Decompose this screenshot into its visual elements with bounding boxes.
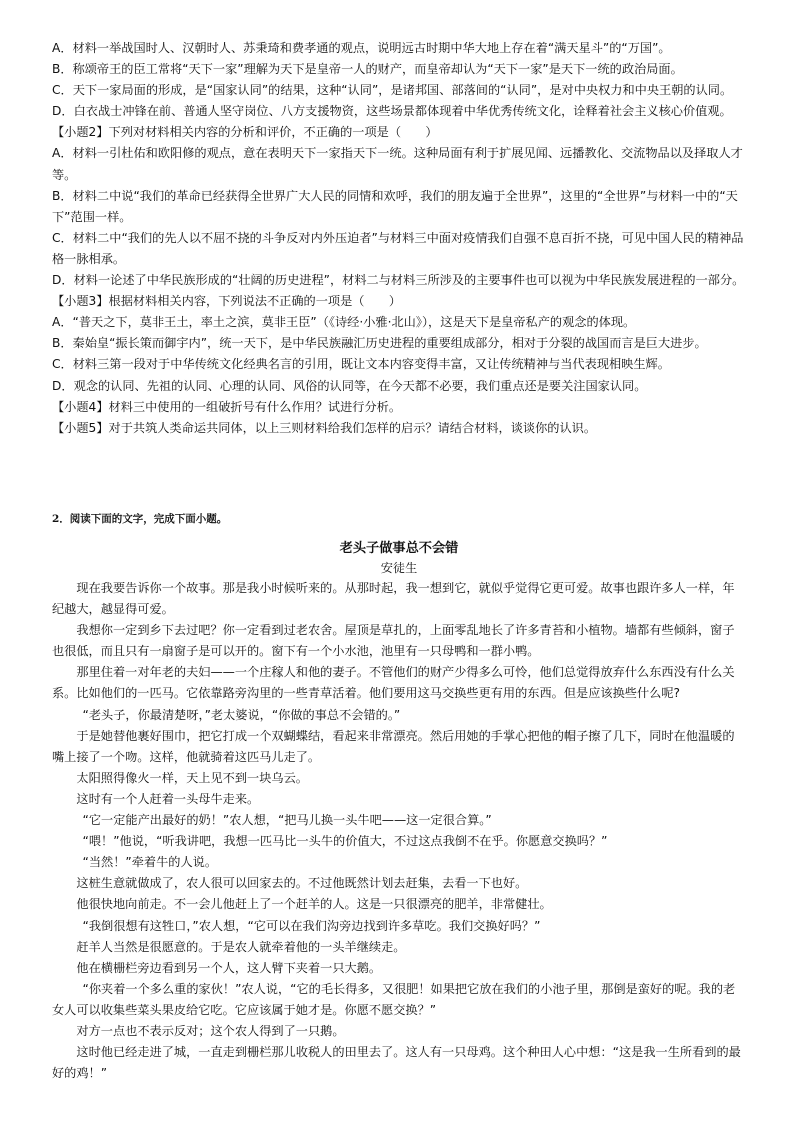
story-paragraph: 这时他已经走进了城，一直走到栅栏那儿收税人的田里去了。这人有一只母鸡。这个种田人心中想：“这是我一生所看到的最好的鸡！”	[52, 1045, 741, 1081]
story-author: 安徒生	[380, 561, 418, 575]
section-2	[52, 511, 746, 1084]
story-paragraph: 他很快地向前走。不一会儿他赶上了一个赶羊的人。这是一只很漂亮的肥羊，非常健壮。	[76, 897, 552, 912]
subquestion-5-stem: 【小题5】对于共筑人类命运共同体，以上三则材料给我们怎样的启示？请结合材料，谈谈你的认识。	[52, 420, 597, 435]
story-paragraph: 我想你一定到乡下去过吧？你一定看到过老农舍。屋顶是草扎的，上面零乱地长了许多青苔和小植物。墙都有些倾斜，窗子也很低，而且只有一扇窗子是可以开的。窗下有一个小水池，池里有一只母鸭和一群小鸭。	[52, 623, 735, 659]
q2-option-b: B．材料二中说“我们的革命已经获得全世界广大人民的同情和欢呼，我们的朋友遍于全世界”，这里的“全世界”与材料一中的“天下”范围一样。	[52, 188, 738, 224]
story-paragraph: 对方一点也不表示反对；这个农人得到了一只鹅。	[76, 1023, 345, 1038]
q1-option-a: A．材料一举战国时人、汉朝时人、苏秉琦和费孝通的观点，说明远古时期中华大地上存在着“满天星斗”的“万国”。	[52, 41, 671, 55]
q2-option-d: D．材料一论述了中华民族形成的“壮阔的历史进程”，材料二与材料三所涉及的主要事件也可以视为中华民族发展进程的一部分。	[52, 273, 745, 288]
story-paragraph: “我倒很想有这牲口，”农人想，“它可以在我们沟旁边找到许多草吃。我们交换好吗？”	[82, 918, 541, 933]
subquestion-4-stem: 【小题4】材料三中使用的一组破折号有什么作用？试进行分析。	[52, 399, 402, 414]
subquestion-3-stem: 【小题3】根据材料相关内容，下列说法不正确的一项是（ ）	[52, 294, 402, 309]
story-paragraph: “老头子，你最清楚呀，”老太婆说，“你做的事总不会错的。”	[82, 707, 401, 722]
q1-option-b: B．称颂帝王的臣工常将“天下一家”理解为天下是皇帝一人的财产，而皇帝却认为“天下一家”是天下一统的政治局面。	[52, 62, 683, 77]
q1-option-c: C．天下一家局面的形成，是“国家认同”的结果，这种“认同”，是诸邦国、部落间的“认同”，是对中央权力和中央王朝的认同。	[52, 83, 733, 98]
story-paragraph: “它一定能产出最好的奶！”农人想，“把马儿换一头牛吧——这一定很合算。”	[82, 813, 492, 828]
story-paragraph: “喂！”他说，“听我讲吧，我想一匹马比一头牛的价值大，不过这点我倒不在乎。你愿意交换吗？”	[82, 834, 608, 849]
story-paragraph: 现在我要告诉你一个故事。那是我小时候听来的。从那时起，我一想到它，就似乎觉得它更可爱。故事也跟许多人一样，年纪越大，越显得可爱。	[52, 581, 735, 617]
story-paragraph: 于是她替他裹好围巾，把它打成一个双蝴蝶结，看起来非常漂亮。然后用她的手掌心把他的帽子擦了几下，同时在他温暖的嘴上接了一个吻。这样，他就骑着这匹马儿走了。	[52, 728, 735, 764]
story-paragraph: 这时有一个人赶着一头母牛走来。	[76, 791, 260, 806]
q3-option-a: A．“普天之下，莫非王土，率土之滨，莫非王臣”（《诗经·小雅·北山》），这是天下是皇帝私产的观念的体现。	[52, 315, 636, 330]
q3-option-c: C．材料三第一段对于中华传统文化经典名言的引用，既让文本内容变得丰富，又让传统精神与当代表现相映生辉。	[52, 357, 670, 372]
q1-option-d: D．白衣战士冲锋在前、普通人坚守岗位、八方支援物资，这些场景都体现着中华优秀传统文化，诠释着社会主义核心价值观。	[52, 104, 732, 119]
story-paragraph: 赶羊人当然是很愿意的。于是农人就牵着他的一头羊继续走。	[76, 939, 406, 954]
subquestion-2-stem: 【小题2】下列对材料相关内容的分析和评价，不正确的一项是（ ）	[52, 125, 438, 140]
q3-option-b: B．秦始皇“振长策而御宇内”，统一天下，是中华民族融汇历史进程的重要组成部分，相对于分裂的战国而言是巨大进步。	[52, 336, 707, 351]
section-2-instruction: 2．阅读下面的文字，完成下面小题。	[52, 513, 228, 525]
story-paragraph: 太阳照得像火一样，天上见不到一块乌云。	[76, 770, 308, 785]
story-paragraph: “当然！”牵着牛的人说。	[82, 855, 218, 870]
story-title: 老头子做事总不会错	[339, 541, 459, 556]
question-1-options	[52, 38, 746, 439]
q2-option-c: C．材料二中“我们的先人以不屈不挠的斗争反对内外压迫者”与材料三中面对疫情我们自强不息百折不挠，可见中国人民的精神品格一脉相承。	[52, 230, 744, 266]
q3-option-d: D．观念的认同、先祖的认同、心理的认同、风俗的认同等，在今天都不必要，我们重点还是要关注国家认同。	[52, 378, 647, 393]
story-paragraph: “你夹着一个多么重的家伙！”农人说，“它的毛长得多，又很肥！如果把它放在我们的小池子里，那倒是蛮好的呢。我的老女人可以收集些菜头果皮给它吃。它应该属于她才是。你愿不愿交换？”	[52, 981, 736, 1017]
q2-option-a: A．材料一引杜佑和欧阳修的观点，意在表明天下一家指天下一统。这种局面有利于扩展见闻、远播教化、交流物品以及择取人才等。	[52, 146, 743, 182]
story-paragraph: 这桩生意就做成了，农人很可以回家去的。不过他既然计划去赶集，去看一下也好。	[76, 876, 528, 891]
story-paragraph: 他在横栅栏旁边看到另一个人，这人臂下夹着一只大鹅。	[76, 960, 382, 975]
story-paragraph: 那里住着一对年老的夫妇——一个庄稼人和他的妻子。不管他们的财产少得多么可怜，他们总觉得放弃什么东西没有什么关系。比如他们的一匹马。它依靠路旁沟里的一些青草活着。他们要用这马交换些更有用的东西。但是应该换些什么呢?	[52, 665, 735, 701]
story-body	[52, 578, 746, 1084]
